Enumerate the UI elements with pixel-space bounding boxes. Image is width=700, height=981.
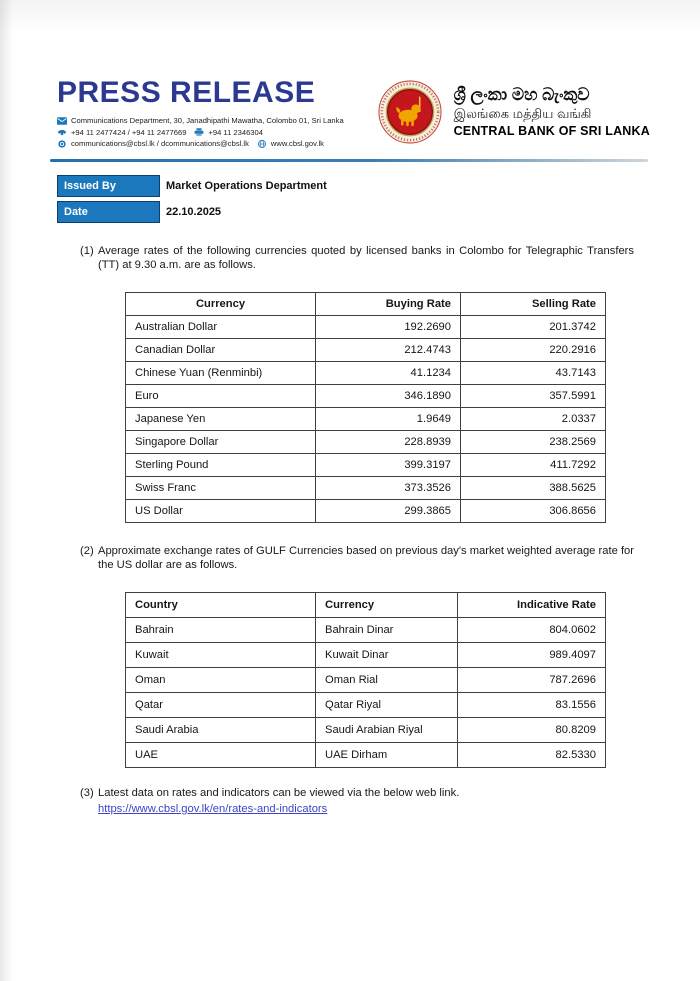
globe-icon xyxy=(257,140,267,148)
contact-phone-line xyxy=(57,127,344,139)
section-2-text: Approximate exchange rates of GULF Currencies based on previous day's market weighted average rate for the US dollar are as follows. xyxy=(98,545,634,571)
meta-block xyxy=(57,175,700,223)
cell-selling-rate: 43.7143 xyxy=(461,362,606,385)
rates-indicators-link[interactable]: https://www.cbsl.gov.lk/en/rates-and-indicators xyxy=(98,802,328,815)
issued-by-label: Issued By xyxy=(57,175,160,197)
cell-country: Qatar xyxy=(126,693,316,718)
cell-indicative-rate: 989.4097 xyxy=(458,643,606,668)
section-1-paragraph xyxy=(80,245,634,272)
cell-currency: US Dollar xyxy=(126,500,316,523)
cell-buying-rate: 212.4743 xyxy=(316,339,461,362)
gulf-rates-table xyxy=(125,592,606,768)
table-row xyxy=(126,500,606,523)
cell-buying-rate: 228.8939 xyxy=(316,431,461,454)
section-3-paragraph xyxy=(80,787,634,816)
contact-phones: +94 11 2477424 / +94 11 2477669 xyxy=(71,127,187,137)
contact-emails: communications@cbsl.lk / dcommunications@cbsl.lk xyxy=(71,139,249,148)
cell-currency: Swiss Franc xyxy=(126,477,316,500)
cell-indicative-rate: 787.2696 xyxy=(458,668,606,693)
contact-web: www.cbsl.gov.lk xyxy=(270,139,324,148)
phone-icon xyxy=(57,128,67,136)
table-row xyxy=(126,477,606,500)
header-indicative-rate: Indicative Rate xyxy=(458,593,606,618)
table-row xyxy=(126,454,606,477)
contact-address: Communications Department, 30, Janadhipathi Mawatha, Colombo 01, Sri Lanka xyxy=(71,116,344,125)
table-row xyxy=(126,339,606,362)
contact-block xyxy=(57,115,344,150)
cell-currency: Qatar Riyal xyxy=(316,693,458,718)
cell-buying-rate: 299.3865 xyxy=(316,500,461,523)
central-bank-seal-logo xyxy=(378,80,442,144)
cell-country: Oman xyxy=(126,668,316,693)
header-country: Country xyxy=(126,593,316,618)
cell-country: Kuwait xyxy=(126,643,316,668)
contact-address-line xyxy=(57,115,344,127)
cell-currency: Chinese Yuan (Renminbi) xyxy=(126,362,316,385)
cell-selling-rate: 411.7292 xyxy=(461,454,606,477)
table-row xyxy=(126,316,606,339)
cell-selling-rate: 2.0337 xyxy=(461,408,606,431)
section-1-number: (1) xyxy=(80,245,94,257)
section-3-number: (3) xyxy=(80,787,94,800)
cell-selling-rate: 388.5625 xyxy=(461,477,606,500)
date-label: Date xyxy=(57,201,160,223)
section-2-paragraph xyxy=(80,545,634,572)
contact-fax: +94 11 2346304 xyxy=(208,127,263,137)
header-left xyxy=(57,78,344,150)
cell-indicative-rate: 83.1556 xyxy=(458,693,606,718)
table-row xyxy=(126,668,606,693)
table-row xyxy=(126,693,606,718)
table-row xyxy=(126,431,606,454)
header-divider-rule xyxy=(50,159,648,163)
date-value: 22.10.2025 xyxy=(166,206,222,218)
header-right-brand xyxy=(378,80,650,144)
cell-buying-rate: 1.9649 xyxy=(316,408,461,431)
cell-indicative-rate: 82.5330 xyxy=(458,743,606,768)
bank-name-block xyxy=(454,84,650,140)
bank-name-sinhala: ශ්‍රී ලංකා මහ බැංකුව xyxy=(453,85,590,104)
contact-email-line xyxy=(57,138,344,150)
cell-buying-rate: 192.2690 xyxy=(316,316,461,339)
cell-selling-rate: 357.5991 xyxy=(461,385,606,408)
header-selling-rate: Selling Rate xyxy=(461,293,606,316)
bank-name-tamil: இலங்கை மத்திய வங்கி xyxy=(453,106,592,121)
issued-by-value: Market Operations Department xyxy=(166,180,327,192)
email-at-icon xyxy=(57,140,67,148)
cell-country: Saudi Arabia xyxy=(126,718,316,743)
cell-indicative-rate: 80.8209 xyxy=(458,718,606,743)
table-header-row xyxy=(126,293,606,316)
cell-country: Bahrain xyxy=(126,618,316,643)
cell-currency: Canadian Dollar xyxy=(126,339,316,362)
cell-buying-rate: 399.3197 xyxy=(316,454,461,477)
cell-selling-rate: 238.2569 xyxy=(461,431,606,454)
cell-currency: Japanese Yen xyxy=(126,408,316,431)
cell-indicative-rate: 804.0602 xyxy=(458,618,606,643)
cell-currency: Australian Dollar xyxy=(126,316,316,339)
header-currency: Currency xyxy=(126,293,316,316)
cell-currency: Oman Rial xyxy=(316,668,458,693)
envelope-icon xyxy=(57,117,67,125)
page-title: PRESS RELEASE xyxy=(57,76,316,109)
cell-currency: Saudi Arabian Riyal xyxy=(316,718,458,743)
document-header xyxy=(0,0,700,150)
table-row xyxy=(126,362,606,385)
section-1-text: Average rates of the following currencies quoted by licensed banks in Colombo for Telegraphic Transfers (TT) at 9.30 a.m. are as follows. xyxy=(98,245,634,271)
cell-currency: Euro xyxy=(126,385,316,408)
cell-buying-rate: 41.1234 xyxy=(316,362,461,385)
cell-buying-rate: 373.3526 xyxy=(316,477,461,500)
table-row xyxy=(126,408,606,431)
fax-icon xyxy=(194,128,204,136)
cell-currency: Singapore Dollar xyxy=(126,431,316,454)
cell-currency: UAE Dirham xyxy=(316,743,458,768)
cell-selling-rate: 306.8656 xyxy=(461,500,606,523)
date-row xyxy=(57,201,700,223)
table-row xyxy=(126,618,606,643)
table-row xyxy=(126,743,606,768)
issued-by-row xyxy=(57,175,700,197)
table-row xyxy=(126,718,606,743)
cell-currency: Kuwait Dinar xyxy=(316,643,458,668)
section-3-content xyxy=(98,787,634,816)
cell-selling-rate: 220.2916 xyxy=(461,339,606,362)
bank-name-english: CENTRAL BANK OF SRI LANKA xyxy=(453,124,650,138)
tt-rates-table xyxy=(125,292,606,523)
table-row xyxy=(126,643,606,668)
section-3-text: Latest data on rates and indicators can be viewed via the below web link. xyxy=(98,787,460,800)
cell-country: UAE xyxy=(126,743,316,768)
cell-selling-rate: 201.3742 xyxy=(461,316,606,339)
cell-buying-rate: 346.1890 xyxy=(316,385,461,408)
cell-currency: Sterling Pound xyxy=(126,454,316,477)
table-row xyxy=(126,385,606,408)
cell-currency: Bahrain Dinar xyxy=(316,618,458,643)
table-header-row xyxy=(126,593,606,618)
header-currency: Currency xyxy=(316,593,458,618)
section-2-number: (2) xyxy=(80,545,94,558)
header-buying-rate: Buying Rate xyxy=(316,293,461,316)
